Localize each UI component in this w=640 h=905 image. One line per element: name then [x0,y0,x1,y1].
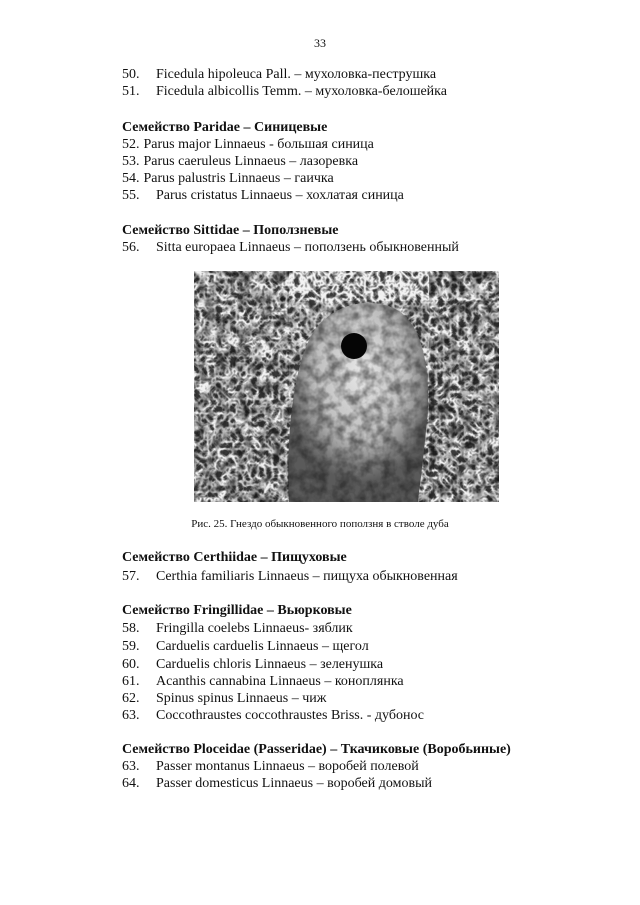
family-heading: Семейство Certhiidae – Пищуховые [122,550,347,565]
page-number: 33 [314,36,326,50]
species-name: Parus cristatus Linnaeus – хохлатая синица [156,188,404,203]
entry-number: 63. [122,759,140,774]
species-name: Parus palustris Linnaeus – гаичка [143,171,334,186]
species-entry [122,758,419,775]
species-entry [122,568,458,585]
species-name: Parus major Linnaeus - большая синица [143,137,374,152]
species-entry [122,153,358,170]
family-heading: Семейство Fringillidae – Вьюрковые [122,603,352,618]
species-name: Passer montanus Linnaeus – воробей полевой [156,759,419,774]
entry-number: 59. [122,639,140,654]
entry-number: 52. [122,137,140,152]
entry-number: 58. [122,621,140,636]
species-entry [122,775,432,792]
family-heading: Семейство Ploceidae (Passeridae) – Ткачиковые (Воробьиные) [122,742,511,757]
species-name: Fringilla coelebs Linnaeus- зяблик [156,621,353,636]
species-name: Carduelis chloris Linnaeus – зеленушка [156,657,384,672]
nest-photo-image [194,271,499,502]
species-entry [122,83,447,100]
entry-number: 61. [122,674,140,689]
entry-number: 53. [122,154,140,169]
species-entry [122,690,326,707]
nest-photo [194,271,499,502]
species-entry [122,620,353,637]
species-entry [122,638,369,655]
species-entry [122,239,459,256]
species-name: Ficedula hipoleuca Pall. – мухоловка-пеструшка [156,67,437,82]
species-name: Passer domesticus Linnaeus – воробей домовый [156,776,432,791]
species-entry [122,673,404,690]
entry-number: 55. [122,188,140,203]
figure-caption: Рис. 25. Гнездо обыкновенного поползня в стволе дуба [191,518,449,530]
entry-number: 56. [122,240,140,255]
entry-number: 50. [122,67,140,82]
species-entry [122,187,404,204]
species-name: Carduelis carduelis Linnaeus – щегол [156,639,369,654]
entry-number: 62. [122,691,140,706]
species-entry [122,170,334,187]
species-name: Ficedula albicollis Temm. – мухоловка-белошейка [156,84,447,99]
species-entry [122,656,383,673]
species-entry [122,66,436,83]
family-heading: Семейство Paridae – Синицевые [122,120,328,135]
species-name: Sitta europaea Linnaeus – поползень обыкновенный [156,240,459,255]
species-name: Parus caeruleus Linnaeus – лазоревка [143,154,359,169]
entry-number: 54. [122,171,140,186]
entry-number: 51. [122,84,140,99]
entry-number: 63. [122,708,140,723]
species-name: Certhia familiaris Linnaeus – пищуха обыкновенная [156,569,458,584]
species-entry [122,707,424,724]
nest-hole [341,333,367,359]
species-entry [122,136,374,153]
species-name: Acanthis cannabina Linnaeus – коноплянка [156,674,404,689]
entry-number: 57. [122,569,140,584]
entry-number: 60. [122,657,140,672]
family-heading: Семейство Sittidae – Поползневые [122,223,339,238]
species-name: Coccothraustes coccothraustes Briss. - дубонос [156,708,425,723]
species-name: Spinus spinus Linnaeus – чиж [156,691,327,706]
entry-number: 64. [122,776,140,791]
